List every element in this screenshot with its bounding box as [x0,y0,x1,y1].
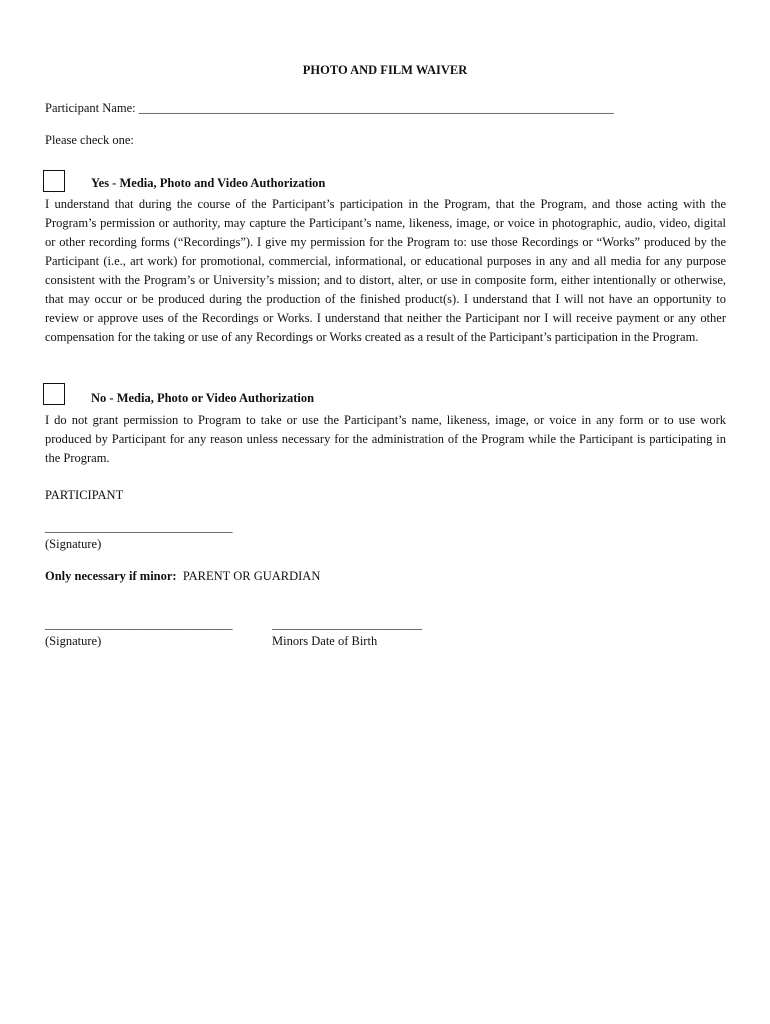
minor-guardian-line [45,569,320,584]
minor-dob-line[interactable]: ________________________ [272,617,422,631]
parent-signature-caption: (Signature) [45,634,102,648]
parent-guardian-label: PARENT OR GUARDIAN [182,569,321,583]
participant-name-field[interactable]: Participant Name: ____________________________________________________________________________ [45,101,614,115]
no-authorization-paragraph: I do not grant permission to Program to take or use the Participant’s name, likeness, image, or voice in any form or to use work produced by Participant for any reason unless necessary for the administration of the Program while the Participant is participating in the Program. [45,413,726,465]
participant-section-label: PARTICIPANT [45,488,124,502]
participant-signature-line[interactable]: ______________________________ [45,520,233,534]
document-title: PHOTO AND FILM WAIVER [302,63,468,77]
please-check-instruction: Please check one: [45,133,134,147]
minor-dob-caption: Minors Date of Birth [272,634,378,648]
yes-authorization-paragraph: I understand that during the course of the Participant’s participation in the Program, that the Program, and those acting with the Program’s permission or authority, may capture the Participant’s name, likeness, image, or voice in photographic, audio, video, digital or other recording forms (“Recordings”). I give my permission for the Program to: use those Recordings or “Works” produced by the Participant (i.e., art work) for promotional, commercial, informational, or educational purposes in any and all media for any purpose consistent with the Program’s or University’s mission; and to distort, alter, or use in composite form, either intentionally or otherwise, that may occur or be produced during the production of the finished product(s). I understand that I will not have an opportunity to review or approve uses of the Recordings or Works. I understand that neither the Participant nor I will receive payment or any other compensation for the taking or use of any Recordings or Works created as a result of the Participant’s participation in the Program. [45,197,726,344]
no-authorization-checkbox[interactable] [43,383,65,405]
parent-signature-line[interactable]: ______________________________ [45,617,233,631]
yes-authorization-heading: Yes - Media, Photo and Video Authorization [91,176,326,190]
minor-note-bold: Only necessary if minor: [45,569,177,583]
participant-signature-caption: (Signature) [45,537,102,551]
yes-authorization-checkbox[interactable] [43,170,65,192]
no-authorization-heading: No - Media, Photo or Video Authorization [91,391,315,405]
